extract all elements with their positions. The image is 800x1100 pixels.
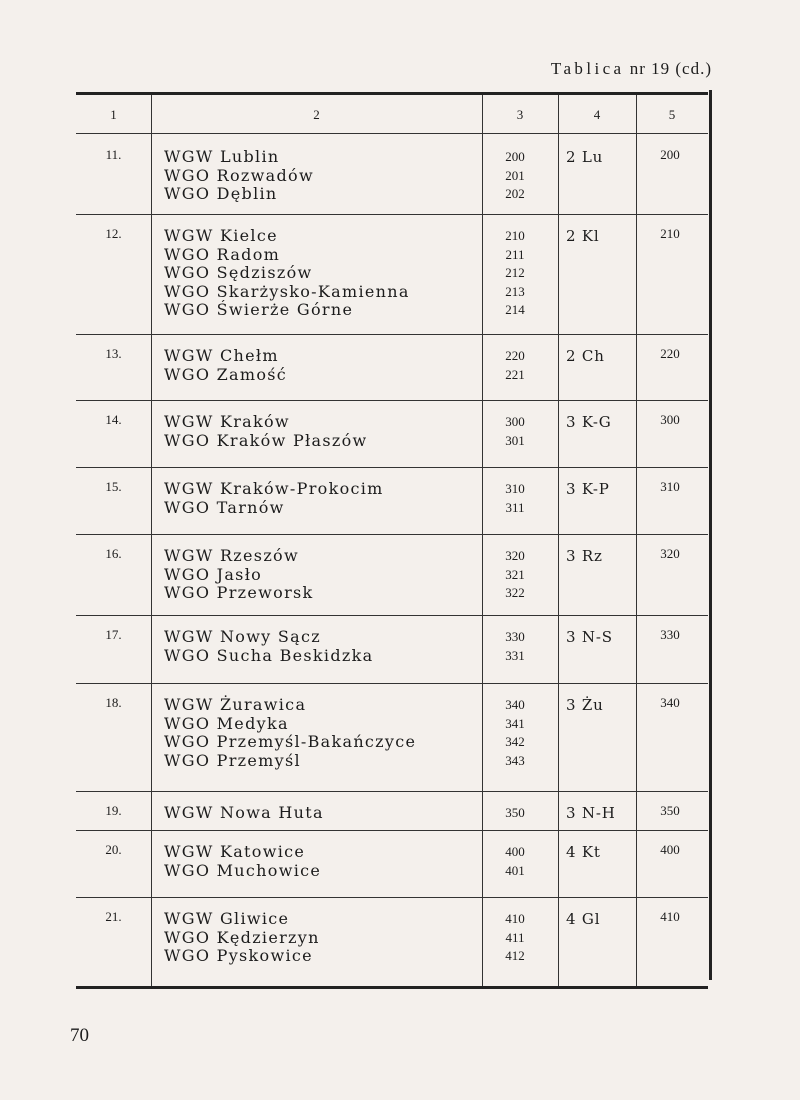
station-code: 331 — [505, 647, 525, 663]
station-names — [164, 696, 416, 770]
station-name: WGO Medyka — [164, 713, 289, 733]
row-number: 21. — [105, 909, 122, 924]
station-codes — [472, 148, 558, 204]
station-name: WGO Dęblin — [164, 184, 278, 203]
station-code: 214 — [505, 302, 525, 317]
station-name: WGW Rzeszów — [164, 546, 299, 565]
table-row — [76, 536, 708, 617]
station-code: 220 — [505, 348, 525, 363]
table-row — [76, 402, 708, 469]
station-code: 320 — [505, 548, 525, 563]
column-5-value: 340 — [660, 695, 680, 710]
station-name: WGO Przemyśl-Bakańczyce — [164, 732, 417, 751]
region-code: 3 Żu — [566, 696, 604, 714]
row-number: 12. — [105, 226, 122, 241]
column-5-value: 330 — [660, 627, 680, 642]
station-name: WGW Nowa Huta — [164, 803, 324, 822]
station-names — [164, 910, 320, 966]
row-separator — [76, 791, 708, 792]
station-name: WGW Lublin — [164, 147, 280, 166]
row-number: 20. — [105, 842, 122, 857]
row-separator — [76, 214, 708, 215]
station-name: WGW Kraków-Prokocim — [164, 479, 384, 498]
region-code: 3 K-P — [566, 480, 610, 498]
station-name: WGO Muchowice — [164, 860, 322, 880]
station-names — [164, 347, 287, 384]
station-code: 342 — [505, 734, 525, 749]
row-number: 15. — [105, 479, 122, 494]
station-name: WGO Tarnów — [164, 497, 285, 517]
column-5-value: 410 — [660, 909, 680, 924]
station-code: 321 — [505, 566, 525, 582]
station-codes — [472, 547, 558, 603]
station-codes — [472, 696, 558, 770]
station-names — [164, 480, 384, 517]
table-caption — [551, 59, 712, 79]
station-codes — [472, 910, 558, 966]
station-code: 301 — [505, 432, 525, 448]
station-code: 340 — [505, 697, 525, 712]
region-code: 4 Kt — [566, 843, 601, 861]
station-codes — [472, 227, 558, 320]
header-col-1: 1 — [110, 107, 117, 122]
station-name: WGO Przemyśl — [164, 750, 301, 770]
station-name: WGO Pyskowice — [164, 946, 313, 965]
station-name: WGW Kraków — [164, 412, 290, 431]
station-code: 202 — [505, 186, 525, 201]
header-col-2: 2 — [313, 107, 320, 122]
station-code: 411 — [505, 929, 525, 945]
station-code: 300 — [505, 414, 525, 429]
table-row — [76, 793, 708, 832]
station-name: WGW Nowy Sącz — [164, 627, 322, 646]
station-name: WGW Chełm — [164, 346, 279, 365]
station-code: 400 — [505, 844, 525, 859]
column-5-value: 310 — [660, 479, 680, 494]
station-codes — [472, 628, 558, 665]
row-separator — [76, 334, 708, 335]
station-names — [164, 804, 324, 823]
header-col-5: 5 — [668, 107, 676, 122]
station-name: WGO Jasło — [164, 564, 263, 584]
region-code: 2 Lu — [566, 148, 604, 166]
station-names — [164, 227, 410, 320]
region-code: 2 Kl — [566, 227, 600, 245]
region-code: 2 Ch — [566, 347, 605, 365]
station-name: WGO Kraków Płaszów — [164, 430, 368, 450]
station-code: 221 — [505, 366, 525, 382]
column-5-value: 300 — [660, 412, 680, 427]
station-code: 311 — [505, 499, 525, 515]
row-number: 17. — [105, 627, 122, 642]
page-number: 70 — [70, 1025, 89, 1046]
station-name: WGW Kielce — [164, 226, 278, 245]
header-col-4: 4 — [593, 107, 601, 122]
station-name: WGW Gliwice — [164, 909, 290, 928]
row-separator — [76, 683, 708, 684]
table-row — [76, 685, 708, 793]
row-number: 16. — [105, 546, 122, 561]
row-separator — [76, 897, 708, 898]
station-codes — [472, 413, 558, 450]
table-row — [76, 137, 708, 216]
station-names — [164, 843, 321, 880]
station-names — [164, 547, 314, 603]
region-code: 3 N-H — [566, 804, 616, 822]
station-codes — [472, 480, 558, 517]
row-number: 19. — [105, 803, 122, 818]
station-code: 350 — [505, 805, 525, 820]
column-5-value: 220 — [660, 346, 680, 361]
column-5-value: 350 — [660, 803, 680, 818]
station-code: 410 — [505, 911, 525, 926]
station-code: 330 — [505, 629, 525, 644]
station-name: WGO Skarżysko-Kamienna — [164, 281, 410, 301]
station-name: WGO Świerże Górne — [164, 300, 354, 319]
station-code: 212 — [505, 265, 525, 280]
station-codes — [472, 347, 558, 384]
data-table — [76, 92, 708, 989]
region-code: 4 Gl — [566, 910, 601, 928]
header-rule — [76, 133, 708, 134]
station-code: 341 — [505, 715, 525, 731]
table-row — [76, 899, 708, 983]
station-code: 210 — [505, 228, 525, 243]
region-code: 3 N-S — [566, 628, 613, 646]
station-name: WGO Rozwadów — [164, 165, 314, 185]
station-name: WGW Katowice — [164, 842, 306, 861]
station-name: WGO Radom — [164, 244, 281, 264]
station-code: 343 — [505, 752, 525, 768]
station-codes — [472, 804, 558, 823]
row-separator — [76, 534, 708, 535]
row-separator — [76, 467, 708, 468]
station-code: 401 — [505, 862, 525, 878]
right-border — [709, 90, 712, 980]
header-col-3: 3 — [516, 107, 524, 122]
region-code: 3 K-G — [566, 413, 612, 431]
station-codes — [472, 843, 558, 880]
station-code: 201 — [505, 167, 525, 183]
row-number: 11. — [105, 147, 122, 162]
row-number: 14. — [105, 412, 122, 427]
station-names — [164, 628, 373, 665]
station-names — [164, 413, 368, 450]
column-5-value: 320 — [660, 546, 680, 561]
station-code: 213 — [505, 283, 525, 299]
station-code: 322 — [505, 585, 525, 600]
station-name: WGO Przeworsk — [164, 583, 314, 602]
station-name: WGW Żurawica — [164, 695, 307, 714]
station-code: 310 — [505, 481, 525, 496]
table-row — [76, 469, 708, 536]
row-separator — [76, 615, 708, 616]
row-separator — [76, 830, 708, 831]
station-names — [164, 148, 314, 204]
table-row — [76, 216, 708, 336]
station-name: WGO Zamość — [164, 364, 288, 384]
column-5-value: 200 — [660, 147, 680, 162]
caption-rest: nr 19 (cd.) — [629, 59, 712, 78]
table-row — [76, 336, 708, 402]
row-number: 18. — [105, 695, 122, 710]
station-code: 211 — [505, 246, 525, 262]
row-separator — [76, 400, 708, 401]
table-row — [76, 617, 708, 685]
column-5-value: 210 — [660, 226, 680, 241]
station-name: WGO Kędzierzyn — [164, 927, 320, 947]
station-name: WGO Sędziszów — [164, 263, 313, 282]
table-row — [76, 832, 708, 899]
region-code: 3 Rz — [566, 547, 603, 565]
station-code: 200 — [505, 149, 525, 164]
caption-word: Tablica — [550, 59, 625, 78]
column-5-value: 400 — [660, 842, 680, 857]
row-number: 13. — [105, 346, 122, 361]
station-name: WGO Sucha Beskidzka — [164, 645, 374, 665]
station-code: 412 — [505, 948, 525, 963]
